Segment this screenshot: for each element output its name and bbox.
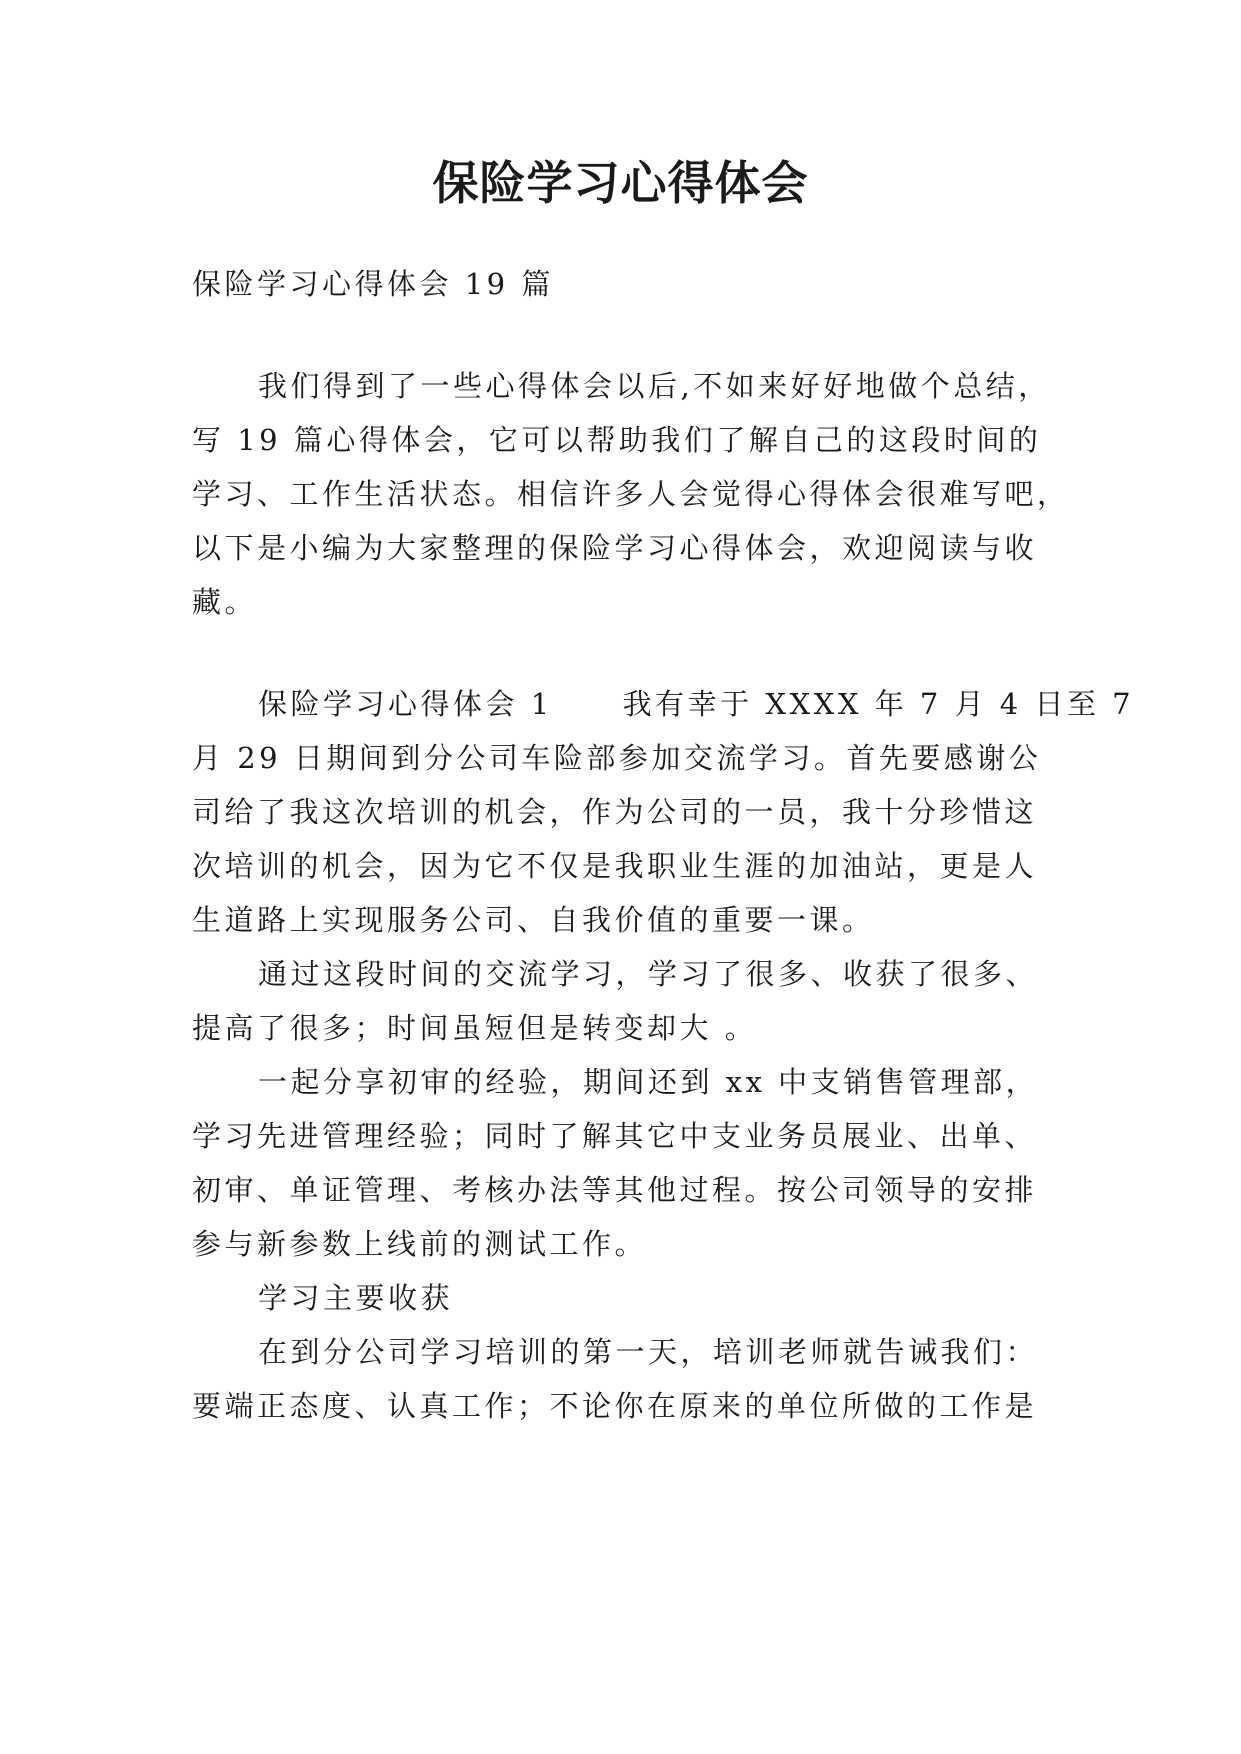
paragraph-line: 一起分享初审的经验，期间还到 xx 中支销售管理部， — [258, 1065, 1039, 1099]
intro-line: 学习、工作生活状态。相信许多人会觉得心得体会很难写吧， — [192, 477, 1070, 511]
paragraph-line: 通过这段时间的交流学习，学习了很多、收获了很多、 — [258, 957, 1039, 991]
paragraph-line: 在到分公司学习培训的第一天，培训老师就告诫我们： — [258, 1335, 1039, 1369]
intro-line: 以下是小编为大家整理的保险学习心得体会，欢迎阅读与收 — [192, 531, 1038, 565]
intro-line: 写 19 篇心得体会，它可以帮助我们了解自己的这段时间的 — [192, 423, 1042, 457]
paragraph-line: 生道路上实现服务公司、自我价值的重要一课。 — [192, 903, 875, 937]
paragraph-line: 初审、单证管理、考核办法等其他过程。按公司领导的安排 — [192, 1173, 1038, 1207]
paragraph-line: 次培训的机会，因为它不仅是我职业生涯的加油站，更是人 — [192, 849, 1038, 883]
intro-line: 我们得到了一些心得体会以后,不如来好好地做个总结， — [258, 369, 1051, 403]
document-title: 保险学习心得体会 — [432, 156, 809, 210]
paragraph-line: 月 29 日期间到分公司车险部参加交流学习。首先要感谢公 — [192, 741, 1042, 775]
paragraph-line: 要端正态度、认真工作；不论你在原来的单位所做的工作是 — [192, 1389, 1038, 1423]
section-first-line — [258, 684, 1134, 724]
section-heading: 保险学习心得体会 1 — [258, 687, 553, 721]
paragraph-line: 提高了很多；时间虽短但是转变却大 。 — [192, 1011, 758, 1045]
paragraph-line: 司给了我这次培训的机会，作为公司的一员，我十分珍惜这 — [192, 795, 1038, 829]
paragraph-line: 学习先进管理经验；同时了解其它中支业务员展业、出单、 — [192, 1119, 1038, 1153]
intro-line: 藏。 — [192, 585, 258, 619]
document-subtitle: 保险学习心得体会 19 篇 — [192, 267, 554, 301]
subsection-heading: 学习主要收获 — [258, 1281, 454, 1315]
paragraph-line: 参与新参数上线前的测试工作。 — [192, 1227, 648, 1261]
section-first-line-text: 我有幸于 XXXX 年 7 月 4 日至 7 — [622, 687, 1135, 721]
